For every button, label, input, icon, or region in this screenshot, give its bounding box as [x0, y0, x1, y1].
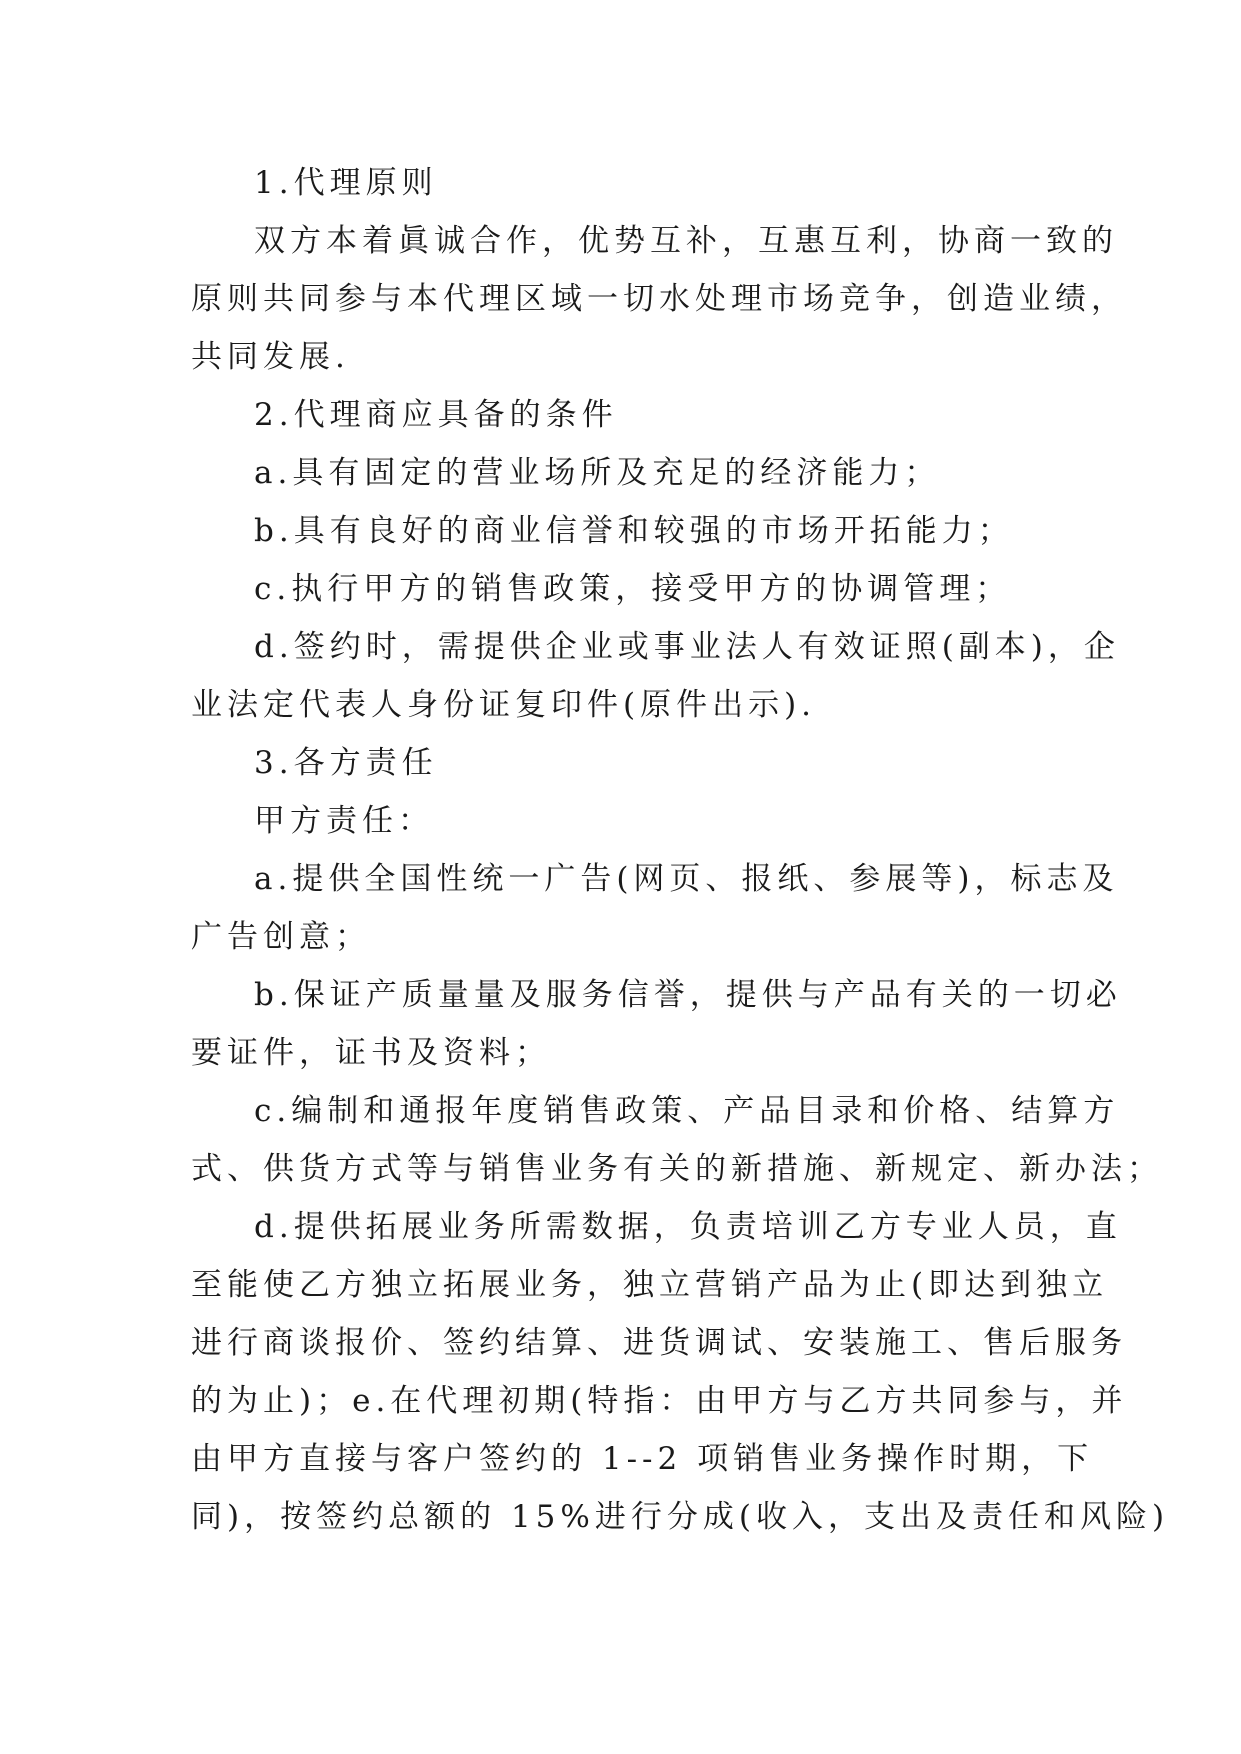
paragraph-line: 原则共同参与本代理区域一切水处理市场竞争，创造业绩， — [191, 281, 1127, 317]
list-item: b.保证产质量量及服务信誉，提供与产品有关的一切必 — [254, 977, 1122, 1013]
subheading-party-a: 甲方责任： — [254, 803, 434, 839]
section-heading-agency-principles: 1.代理原则 — [254, 165, 438, 201]
list-item: a.提供全国性统一广告(网页、报纸、参展等)，标志及 — [254, 861, 1119, 897]
list-item: c.执行甲方的销售政策，接受甲方的协调管理； — [254, 571, 1012, 607]
paragraph-line: 双方本着眞诚合作，优势互补，互惠互利，协商一致的 — [254, 223, 1118, 259]
paragraph-line: 共同发展. — [191, 339, 350, 375]
list-item-continuation: 同)，按签约总额的 15%进行分成(收入，支出及责任和风险) — [191, 1499, 1170, 1535]
document-page — [191, 154, 1170, 1546]
list-item-continuation: 要证件，证书及资料； — [191, 1035, 551, 1071]
list-item-continuation: 至能使乙方独立拓展业务，独立营销产品为止(即达到独立 — [191, 1267, 1109, 1303]
list-item-continuation: 式、供货方式等与销售业务有关的新措施、新规定、新办法； — [191, 1151, 1163, 1187]
list-item: b.具有良好的商业信誉和较强的市场开拓能力； — [254, 513, 1014, 549]
list-item: d.提供拓展业务所需数据，负责培训乙方专业人员，直 — [254, 1209, 1122, 1245]
list-item-continuation: 由甲方直接与客户签约的 1--2 项销售业务操作时期，下 — [191, 1441, 1094, 1477]
section-heading-responsibilities: 3.各方责任 — [254, 745, 438, 781]
list-item-continuation: 进行商谈报价、签约结算、进货调试、安装施工、售后服务 — [191, 1325, 1127, 1361]
list-item: a.具有固定的营业场所及充足的经济能力； — [254, 455, 941, 491]
list-item-continuation: 的为止)；e.在代理初期(特指：由甲方与乙方共同参与，并 — [191, 1383, 1128, 1419]
list-item-continuation: 广告创意； — [191, 919, 371, 955]
list-item: c.编制和通报年度销售政策、产品目录和价格、结算方 — [254, 1093, 1120, 1129]
section-heading-agent-conditions: 2.代理商应具备的条件 — [254, 397, 618, 433]
list-item: d.签约时，需提供企业或事业法人有效证照(副本)，企 — [254, 629, 1120, 665]
list-item-continuation: 业法定代表人身份证复印件(原件出示). — [191, 687, 817, 723]
